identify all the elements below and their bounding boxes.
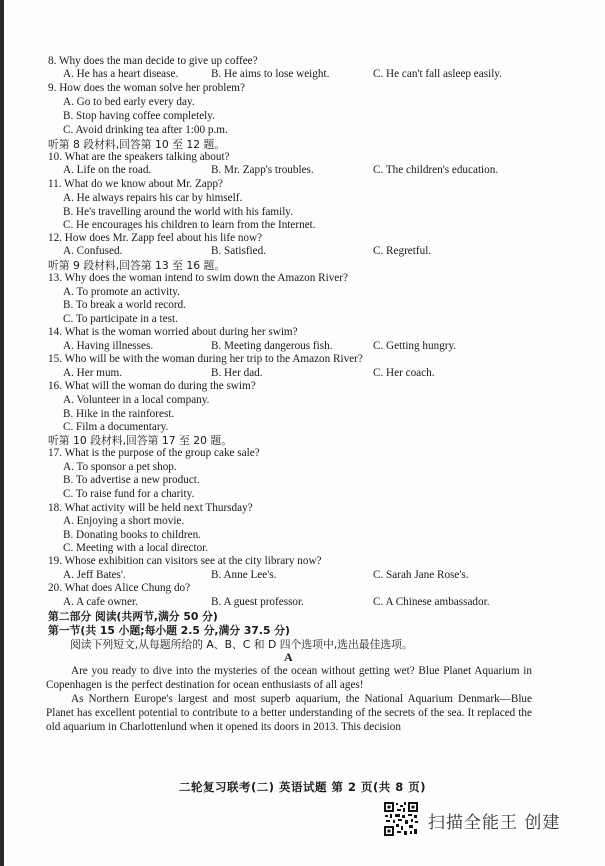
option-a: A. To sponsor a pet shop. xyxy=(63,461,177,473)
scan-edge xyxy=(0,0,4,866)
option-a: A. He has a heart disease. xyxy=(63,68,179,80)
option-c: C. The children's education. xyxy=(373,164,499,176)
scanner-watermark: 扫描全能王 创建 xyxy=(428,813,561,833)
section-header-10: 听第 10 段材料,回答第 17 至 20 题。 xyxy=(48,434,233,447)
question-12: 12. How does Mr. Zapp feel about his life now? xyxy=(48,232,263,244)
option-b: B. To advertise a new product. xyxy=(63,474,200,486)
option-b: B. A guest professor. xyxy=(211,596,304,608)
passage-paragraph-1: Are you ready to dive into the mysteries of the ocean without getting wet? Blue Planet Aquarium in Copenhagen is the perfect destination for ocean enthusiasts of all ages! xyxy=(46,665,532,691)
part2-instruction: 阅读下列短文,从每题所给的 A、B、C 和 D 四个选项中,选出最佳选项。 xyxy=(70,638,413,651)
option-b: B. He's travelling around the world with his family. xyxy=(63,206,293,218)
option-a: A. Confused. xyxy=(63,245,123,257)
option-c: C. He can't fall asleep easily. xyxy=(373,68,502,80)
qr-code-icon xyxy=(383,801,419,837)
question-10: 10. What are the speakers talking about? xyxy=(48,151,230,163)
option-c: C. Getting hungry. xyxy=(373,340,457,352)
option-b: B. Anne Lee's. xyxy=(211,569,277,581)
option-a: A. Life on the road. xyxy=(63,164,152,176)
option-c: C. To participate in a test. xyxy=(63,313,178,325)
option-b: B. Hike in the rainforest. xyxy=(63,408,175,420)
option-b: B. Satisfied. xyxy=(211,245,267,257)
question-19: 19. Whose exhibition can visitors see at the city library now? xyxy=(48,555,322,567)
option-b: B. Meeting dangerous fish. xyxy=(211,340,333,352)
question-17: 17. What is the purpose of the group cake sale? xyxy=(48,447,260,459)
question-20: 20. What does Alice Chung do? xyxy=(48,582,191,594)
option-c: C. Sarah Jane Rose's. xyxy=(373,569,469,581)
option-b: B. Donating books to children. xyxy=(63,529,201,541)
option-c: C. Film a documentary. xyxy=(63,421,169,433)
question-8: 8. Why does the man decide to give up coffee? xyxy=(48,55,258,67)
option-a: A. He always repairs his car by himself. xyxy=(63,192,243,204)
option-a: A. Go to bed early every day. xyxy=(63,96,195,108)
page-footer: 二轮复习联考(二) 英语试题 第 2 页(共 8 页) xyxy=(178,780,427,794)
passage-letter: A xyxy=(284,650,293,664)
question-11: 11. What do we know about Mr. Zapp? xyxy=(48,178,223,190)
passage-paragraph-2: As Northern Europe's largest and most superb aquarium, the National Aquarium Denmark—Blue Planet has excellent potential to contribute to a better understanding of the secrets of the sea. It replaced the old aquarium in Charlottenlund when it opened its doors in 2013. This decision xyxy=(46,693,532,733)
option-a: A. To promote an activity. xyxy=(63,286,180,298)
part2-title: 第二部分 阅读(共两节,满分 50 分) xyxy=(48,610,218,623)
option-c: C. Her coach. xyxy=(373,367,435,379)
option-a: A. Jeff Bates'. xyxy=(63,569,126,581)
question-16: 16. What will the woman do during the swim? xyxy=(48,380,256,392)
option-b: B. He aims to lose weight. xyxy=(211,68,330,80)
option-a: A. A cafe owner. xyxy=(63,596,138,608)
option-b: B. Stop having coffee completely. xyxy=(63,110,215,122)
option-b: B. To break a world record. xyxy=(63,299,186,311)
question-13: 13. Why does the woman intend to swim down the Amazon River? xyxy=(48,272,348,284)
section-header-8: 听第 8 段材料,回答第 10 至 12 题。 xyxy=(48,138,226,151)
option-a: A. Having illnesses. xyxy=(63,340,154,352)
question-14: 14. What is the woman worried about during her swim? xyxy=(48,326,298,338)
question-15: 15. Who will be with the woman during her trip to the Amazon River? xyxy=(48,353,363,365)
option-c: C. A Chinese ambassador. xyxy=(373,596,490,608)
section-header-9: 听第 9 段材料,回答第 13 至 16 题。 xyxy=(48,259,226,272)
option-a: A. Volunteer in a local company. xyxy=(63,394,210,406)
part2-section1: 第一节(共 15 小题;每小题 2.5 分,满分 37.5 分) xyxy=(48,624,290,637)
question-18: 18. What activity will be held next Thursday? xyxy=(48,502,253,514)
option-c: C. He encourages his children to learn from the Internet. xyxy=(63,219,316,231)
option-b: B. Her dad. xyxy=(211,367,263,379)
option-a: A. Her mum. xyxy=(63,367,123,379)
option-c: C. Meeting with a local director. xyxy=(63,542,209,554)
question-9: 9. How does the woman solve her problem? xyxy=(48,82,245,94)
option-b: B. Mr. Zapp's troubles. xyxy=(211,164,314,176)
option-c: C. Regretful. xyxy=(373,245,432,257)
option-c: C. To raise fund for a charity. xyxy=(63,488,195,500)
option-c: C. Avoid drinking tea after 1:00 p.m. xyxy=(63,124,228,136)
option-a: A. Enjoying a short movie. xyxy=(63,515,185,527)
